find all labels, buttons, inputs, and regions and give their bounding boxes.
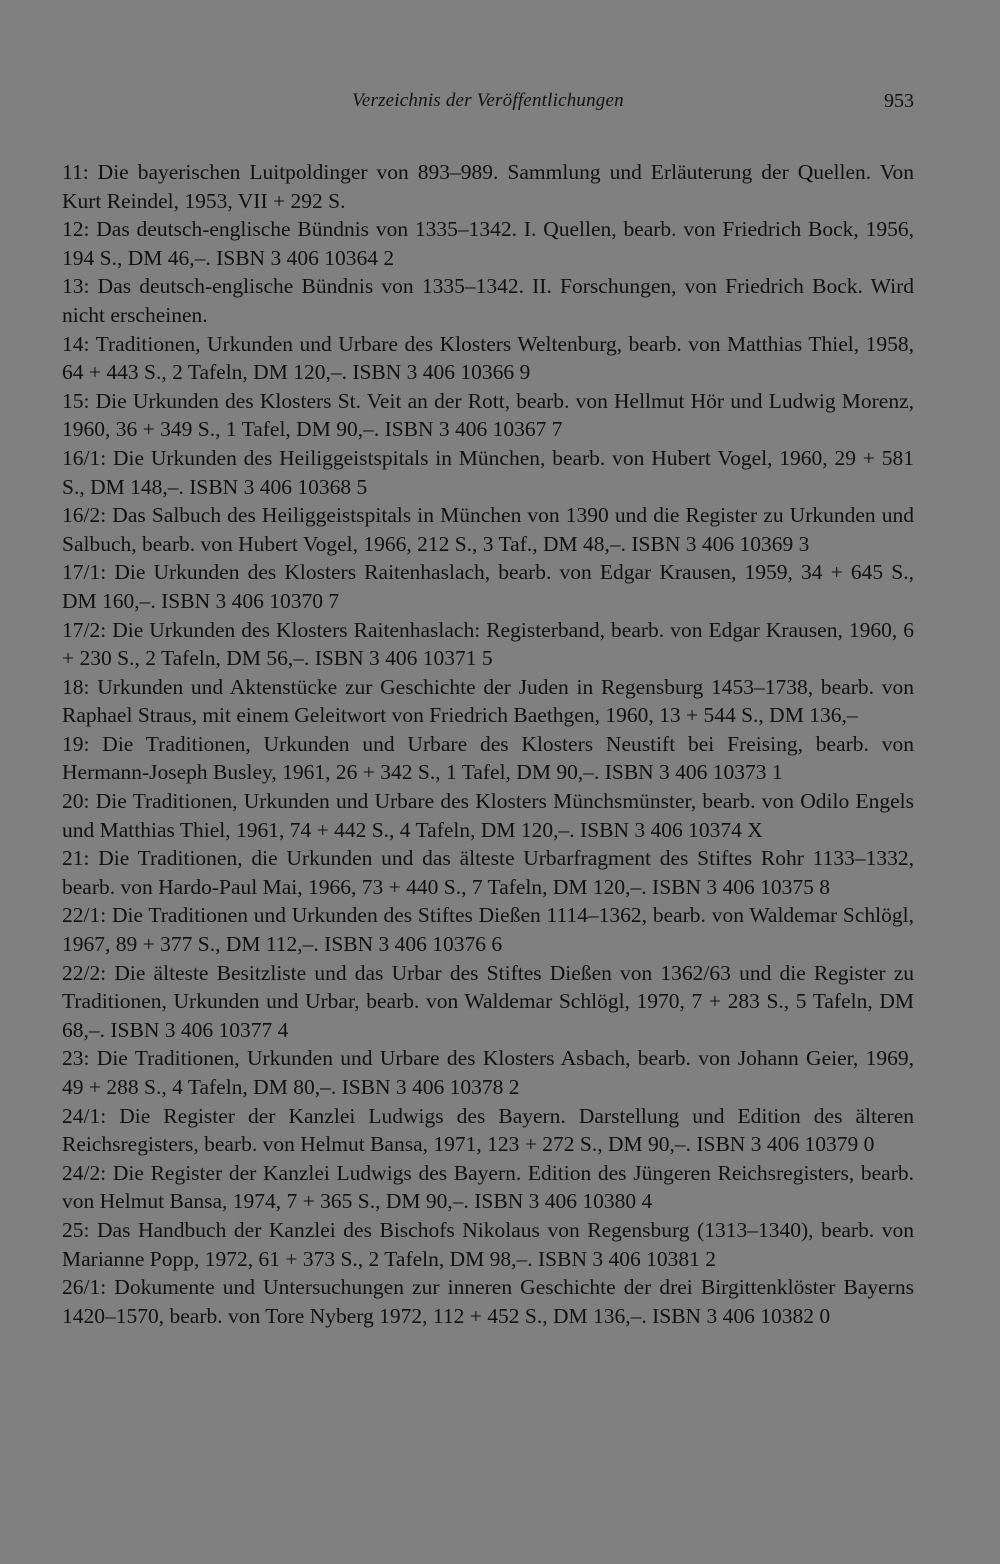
publication-entry: 17/2: Die Urkunden des Klosters Raitenhaslach: Registerband, bearb. von Edgar Krausen, 1960, 6 + 230 S., 2 Tafeln, DM 56,–. ISBN 3 406 10371 5 [62,617,914,671]
publication-entry: 16/1: Die Urkunden des Heiliggeistspitals in München, bearb. von Hubert Vogel, 1960, 29 + 581 S., DM 148,–. ISBN 3 406 10368 5 [62,445,914,499]
publication-entry: 11: Die bayerischen Luitpoldinger von 893–989. Sammlung und Erläuterung der Quellen. Von Kurt Reindel, 1953, VII + 292 S. [62,160,914,213]
publication-entry: 25: Das Handbuch der Kanzlei des Bischofs Nikolaus von Regensburg (1313–1340), bearb. von Marianne Popp, 1972, 61 + 373 S., 2 Tafeln, DM 98,–. ISBN 3 406 10381 2 [62,1217,914,1271]
publication-entry: 21: Die Traditionen, die Urkunden und das älteste Urbarfragment des Stiftes Rohr 1133–1332, bearb. von Hardo-Paul Mai, 1966, 73 + 440 S., 7 Tafeln, DM 120,–. ISBN 3 406 10375 8 [62,846,914,899]
publication-entry: 22/1: Die Traditionen und Urkunden des Stiftes Dießen 1114–1362, bearb. von Waldemar Schlögl, 1967, 89 + 377 S., DM 112,–. ISBN 3 406 10376 6 [62,903,914,957]
document-page [62,86,914,1330]
publication-entry: 14: Traditionen, Urkunden und Urbare des Klosters Weltenburg, bearb. von Matthias Thiel, 1958, 64 + 443 S., 2 Tafeln, DM 120,–. ISBN 3 406 10366 9 [62,331,914,385]
publication-entry: 26/1: Dokumente und Untersuchungen zur inneren Geschichte der drei Birgittenklöster Bayerns 1420–1570, bearb. von Tore Nyberg 1972, 112 + 452 S., DM 136,–. ISBN 3 406 10382 0 [62,1275,914,1328]
publication-entry: 23: Die Traditionen, Urkunden und Urbare des Klosters Asbach, bearb. von Johann Geier, 1969, 49 + 288 S., 4 Tafeln, DM 80,–. ISBN 3 406 10378 2 [62,1046,914,1099]
publication-entry: 18: Urkunden und Aktenstücke zur Geschichte der Juden in Regensburg 1453–1738, bearb. von Raphael Straus, mit einem Geleitwort von Friedrich Baethgen, 1960, 13 + 544 S., DM 136,– [62,674,914,728]
publication-entry: 20: Die Traditionen, Urkunden und Urbare des Klosters Münchsmünster, bearb. von Odilo Engels und Matthias Thiel, 1961, 74 + 442 S., 4 Tafeln, DM 120,–. ISBN 3 406 10374 X [62,789,914,842]
publication-entry: 19: Die Traditionen, Urkunden und Urbare des Klosters Neustift bei Freising, bearb. von Hermann-Joseph Busley, 1961, 26 + 342 S., 1 Tafel, DM 90,–. ISBN 3 406 10373 1 [62,731,914,785]
publication-entry: 13: Das deutsch-englische Bündnis von 1335–1342. II. Forschungen, von Friedrich Bock. Wird nicht erscheinen. [62,274,914,327]
publication-entry: 16/2: Das Salbuch des Heiliggeistspitals in München von 1390 und die Register zu Urkunden und Salbuch, bearb. von Hubert Vogel, 1966, 212 S., 3 Taf., DM 48,–. ISBN 3 406 10369 3 [62,503,914,556]
publication-entry: 17/1: Die Urkunden des Klosters Raitenhaslach, bearb. von Edgar Krausen, 1959, 34 + 645 S., DM 160,–. ISBN 3 406 10370 7 [62,560,914,613]
publication-entry: 22/2: Die älteste Besitzliste und das Urbar des Stiftes Dießen von 1362/63 und die Register zu Traditionen, Urkunden und Urbar, bearb. von Waldemar Schlögl, 1970, 7 + 283 S., 5 Tafeln, DM 68,–. ISBN 3 406 10377 4 [62,960,914,1042]
running-title: Verzeichnis der Veröffentlichungen [352,90,624,111]
publication-entry: 24/1: Die Register der Kanzlei Ludwigs des Bayern. Darstellung und Edition des älteren Reichsregisters, bearb. von Helmut Bansa, 1971, 123 + 272 S., DM 90,–. ISBN 3 406 10379 0 [62,1103,914,1157]
publication-list [62,158,914,1330]
publication-entry: 24/2: Die Register der Kanzlei Ludwigs des Bayern. Edition des Jüngeren Reichsregisters, bearb. von Helmut Bansa, 1974, 7 + 365 S., DM 90,–. ISBN 3 406 10380 4 [62,1160,914,1214]
publication-entry: 15: Die Urkunden des Klosters St. Veit an der Rott, bearb. von Hellmut Hör und Ludwig Morenz, 1960, 36 + 349 S., 1 Tafel, DM 90,–. ISBN 3 406 10367 7 [62,388,914,442]
page-number: 953 [884,90,914,112]
publication-entry: 12: Das deutsch-englische Bündnis von 1335–1342. I. Quellen, bearb. von Friedrich Bock, 1956, 194 S., DM 46,–. ISBN 3 406 10364 2 [62,217,914,270]
running-header [62,86,914,120]
